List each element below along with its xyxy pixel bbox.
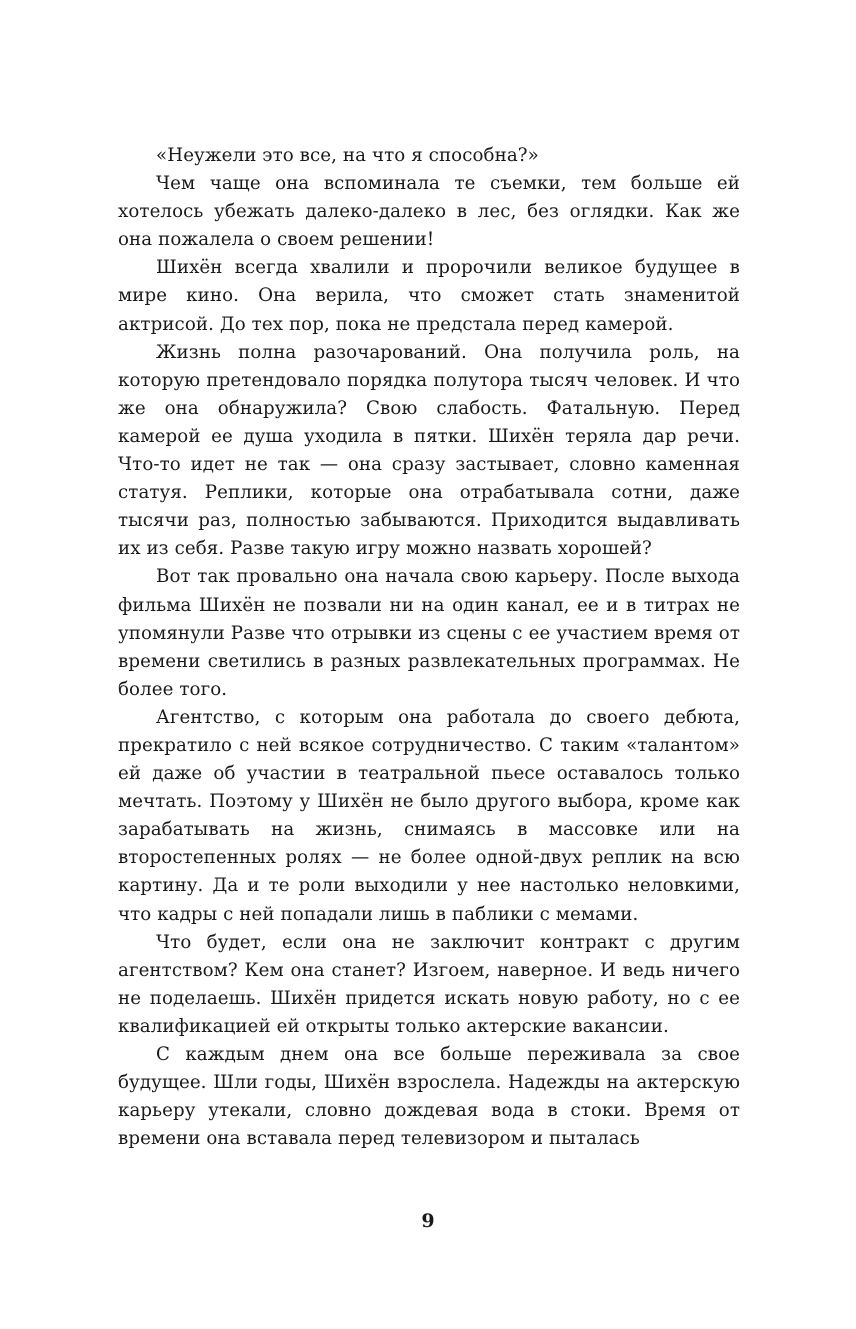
paragraph: С каждым днем она все больше переживала за свое будущее. Шли годы, Шихён взрослела. Надежды на актерскую карьеру утекали, словно дождевая вода в стоки. Время от времени она вставала перед телевизором и пыталась	[118, 1044, 740, 1150]
body-text	[118, 142, 740, 1153]
paragraph: Агентство, с которым она работала до своего дебюта, прекратило с ней всякое сотрудничество. С таким «талантом» ей даже об участии в театральной пьесе оставалось только мечтать. Поэтому у Шихён не было другого выбора, кроме как зарабатывать на жизнь, снимаясь в массовке или на второстепенных ролях — не более одной-двух реплик на всю картину. Да и те роли выходили у нее настолько неловкими, что кадры с ней попадали лишь в паблики с мемами.	[118, 706, 740, 925]
paragraph: Что будет, если она не заключит контракт с другим агентством? Кем она станет? Изгоем, наверное. И ведь ничего не поделаешь. Шихён придется искать новую работу, но с ее квалификацией ей открыты только актерские вакансии.	[118, 931, 740, 1037]
page-number: 9	[421, 1210, 435, 1232]
paragraph: Вот так провально она начала свою карьеру. После выхода фильма Шихён не позвали ни на один канал, ее и в титрах не упомянули Разве что отрывки из сцены с ее участием время от времени светились в разных развлекательных программах. Не более того.	[118, 566, 740, 700]
paragraph: «Неужели это все, на что я способна?»	[156, 145, 539, 166]
paragraph: Шихён всегда хвалили и пророчили великое будущее в мире кино. Она верила, что сможет стать знаменитой актрисой. До тех пор, пока не предстала перед камерой.	[118, 257, 740, 335]
paragraph: Чем чаще она вспоминала те съемки, тем больше ей хотелось убежать далеко-далеко в лес, без оглядки. Как же она пожалела о своем решении!	[118, 173, 740, 251]
paragraph: Жизнь полна разочарований. Она получила роль, на которую претендовало порядка полутора тысяч человек. И что же она обнаружила? Свою слабость. Фатальную. Перед камерой ее душа уходила в пятки. Шихён теряла дар речи. Что-то идет не так — она сразу застывает, словно каменная статуя. Реплики, которые она отрабатывала сотни, даже тысячи раз, полностью забываются. Приходится выдавливать их из себя. Разве такую игру можно назвать хорошей?	[118, 341, 740, 560]
